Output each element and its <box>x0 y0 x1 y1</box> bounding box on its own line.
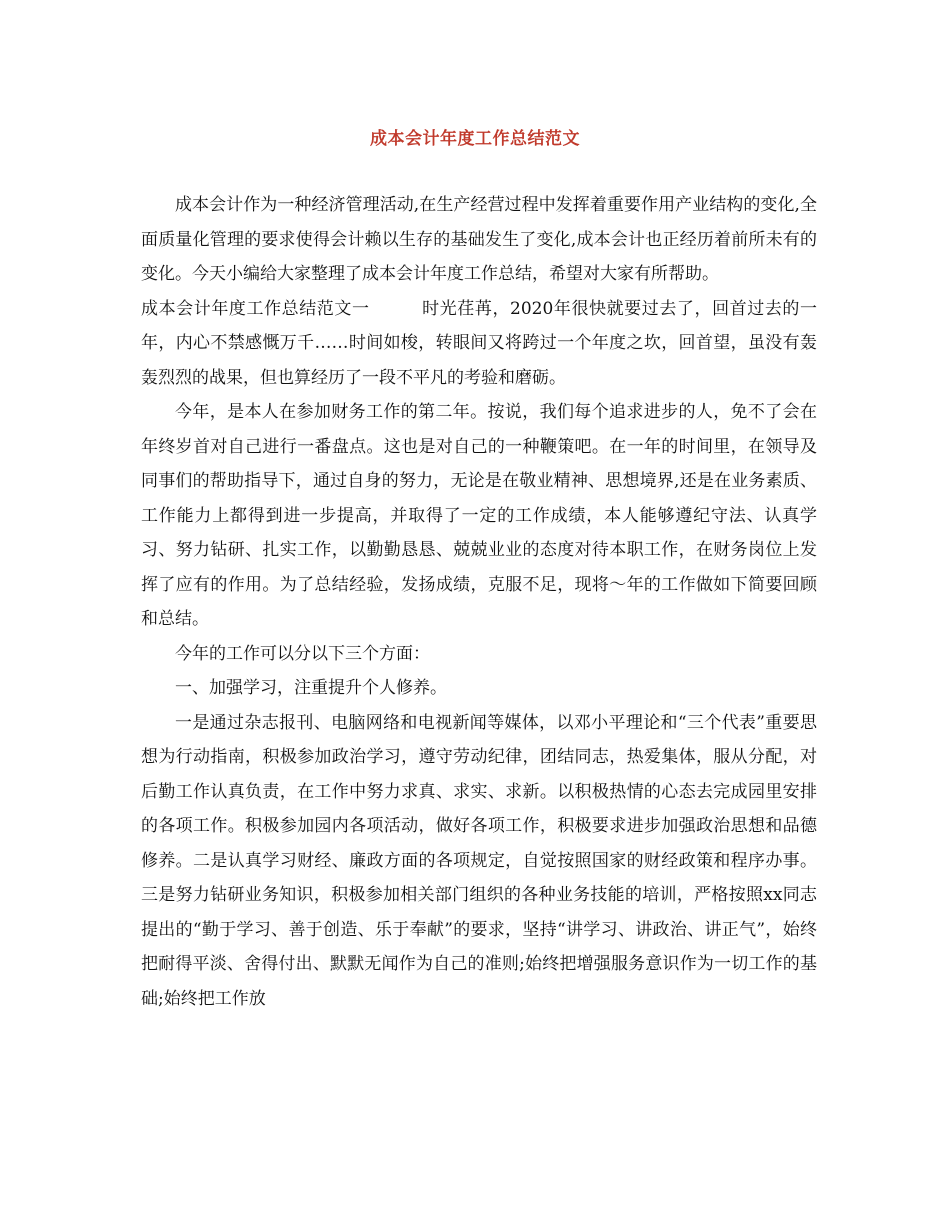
body-paragraph: 一是通过杂志报刊、电脑网络和电视新闻等媒体，以邓小平理论和“三个代表”重要思想为行动指南，积极参加政治学习，遵守劳动纪律，团结同志，热爱集体，服从分配，对后勤工作认真负责，在工作中努力求真、求实、求新。以积极热情的心态去完成园里安排的各项工作。积极参加园内各项活动，做好各项工作，积极要求进步加强政治思想和品德修养。二是认真学习财经、廉政方面的各项规定，自觉按照国家的财经政策和程序办事。三是努力钻研业务知识，积极参加相关部门组织的各种业务技能的培训，严格按照xx同志提出的“勤于学习、善于创造、乐于奉献”的要求，坚持“讲学习、讲政治、讲正气”，始终把耐得平淡、舍得付出、默默无闻作为自己的准则;始终把增强服务意识作为一切工作的基础;始终把工作放 <box>141 712 817 1009</box>
intro-paragraph: 成本会计作为一种经济管理活动,在生产经营过程中发挥着重要作用产业结构的变化,全面质量化管理的要求使得会计赖以生存的基础发生了变化,成本会计也正经历着前所未有的变化。今天小编给大家整理了成本会计年度工作总结，希望对大家有所帮助。 <box>141 195 817 284</box>
document-body <box>141 188 817 1016</box>
body-paragraph: 今年的工作可以分以下三个方面： <box>175 643 430 664</box>
section-text: 时光荏苒，2020年很快就要过去了，回首过去的一年，内心不禁感慨万千……时间如梭，转眼间又将跨过一个年度之坎，回首望，虽没有轰轰烈烈的战果，但也算经历了一段不平凡的考验和磨砺。 <box>141 298 817 388</box>
document-title: 成本会计年度工作总结范文 <box>370 129 580 149</box>
subheading-paragraph: 一、加强学习，注重提升个人修养。 <box>175 678 447 698</box>
body-paragraph: 今年，是本人在参加财务工作的第二年。按说，我们每个追求进步的人，免不了会在年终岁首对自己进行一番盘点。这也是对自己的一种鞭策吧。在一年的时间里，在领导及同事们的帮助指导下，通过自身的努力，无论是在敬业精神、思想境界,还是在业务素质、工作能力上都得到进一步提高，并取得了一定的工作成绩，本人能够遵纪守法、认真学习、努力钻研、扎实工作，以勤勤恳恳、兢兢业业的态度对待本职工作，在财务岗位上发挥了应有的作用。为了总结经验，发扬成绩，克服不足，现将～年的工作做如下简要回顾和总结。 <box>141 402 817 629</box>
section-paragraph <box>141 292 817 396</box>
section-heading: 成本会计年度工作总结范文一 <box>141 298 370 319</box>
